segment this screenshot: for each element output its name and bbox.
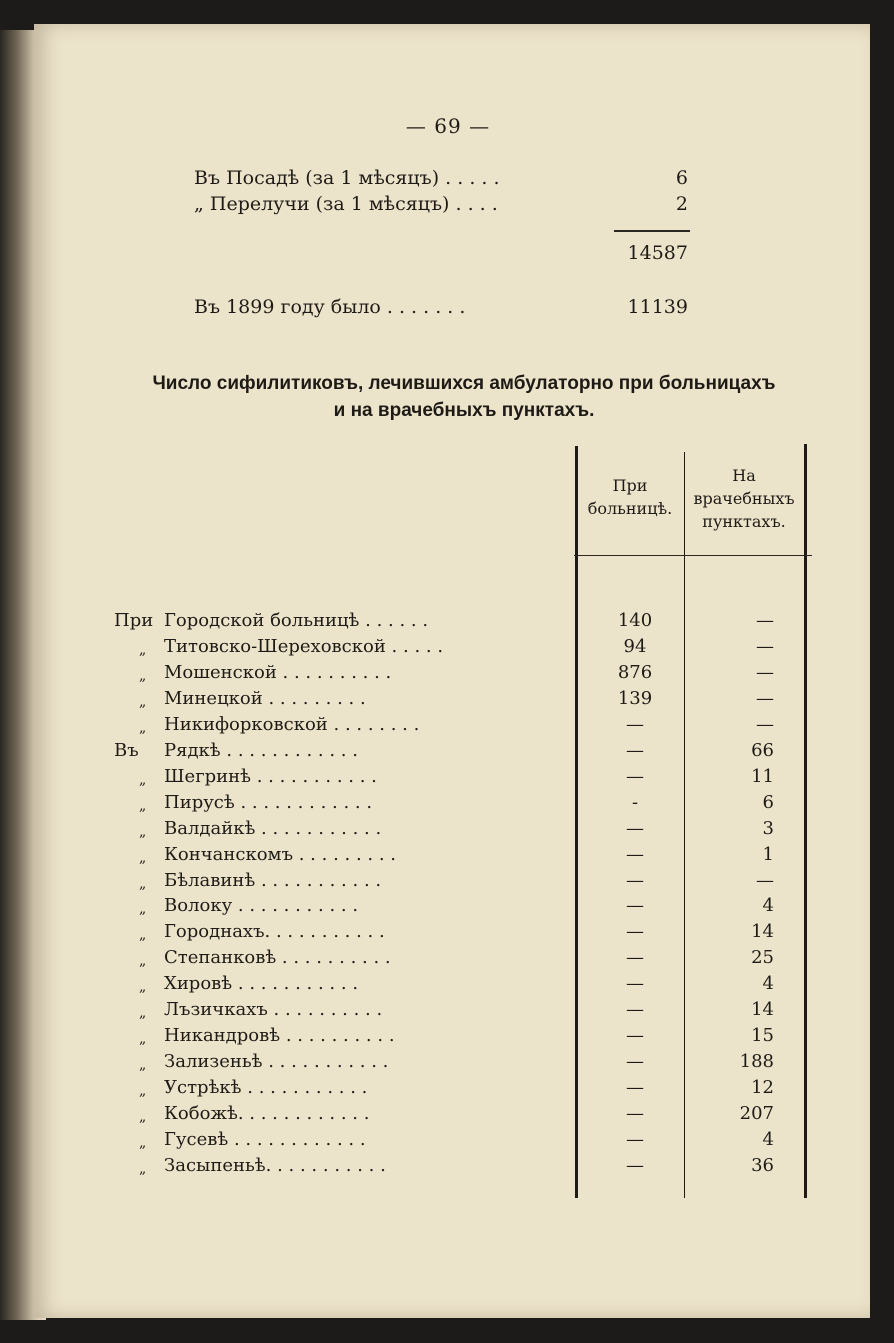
row-hospital-value: — bbox=[626, 895, 644, 917]
row-medical-point-value: 1 bbox=[762, 843, 774, 865]
row-medical-point-value: — bbox=[756, 610, 774, 631]
table-row bbox=[114, 818, 814, 844]
table-row bbox=[114, 636, 814, 662]
row-name: Кончанскомъ . . . . . . . . . bbox=[164, 843, 397, 865]
row-medical-point-value: — bbox=[756, 713, 774, 735]
table-row bbox=[114, 999, 814, 1025]
row-name: Кобожѣ. . . . . . . . . . . . bbox=[164, 1103, 370, 1125]
row-hospital-value: 139 bbox=[617, 687, 653, 709]
row-medical-point-value: 15 bbox=[751, 1025, 774, 1047]
top-line-label: „ Перелучи (за 1 мѣсяцъ) . . . . bbox=[194, 193, 498, 215]
row-medical-point-value: 25 bbox=[751, 947, 774, 969]
row-prefix: „ bbox=[139, 823, 147, 840]
top-line-value: 6 bbox=[675, 167, 688, 189]
row-hospital-value: — bbox=[626, 843, 644, 865]
row-name: Лъзичкахъ . . . . . . . . . . bbox=[164, 999, 383, 1021]
sum-rule bbox=[614, 230, 690, 232]
row-name: Зализеньѣ . . . . . . . . . . . bbox=[164, 1051, 389, 1073]
row-hospital-value: — bbox=[626, 817, 644, 839]
row-prefix: „ bbox=[139, 1109, 147, 1126]
row-hospital-value: — bbox=[626, 921, 644, 943]
row-prefix: „ bbox=[139, 901, 147, 918]
top-line bbox=[194, 167, 694, 193]
row-prefix: „ bbox=[139, 979, 147, 996]
year-line-label: Въ 1899 году было . . . . . . . bbox=[194, 296, 466, 318]
table-row bbox=[114, 1129, 814, 1155]
row-name: Засыпеньѣ. . . . . . . . . . . bbox=[164, 1154, 386, 1176]
row-hospital-value: — bbox=[626, 1103, 644, 1125]
row-prefix: „ bbox=[139, 667, 147, 684]
row-medical-point-value: 4 bbox=[762, 973, 774, 995]
row-hospital-value: — bbox=[626, 973, 644, 995]
row-hospital-value: — bbox=[626, 1077, 644, 1099]
year-line bbox=[194, 296, 694, 322]
row-medical-point-value: 188 bbox=[739, 1051, 774, 1073]
bleed-through bbox=[304, 494, 319, 524]
row-name: Степанковѣ . . . . . . . . . . bbox=[164, 947, 391, 969]
table-row bbox=[114, 662, 814, 688]
row-name: Городской больницѣ . . . . . . bbox=[164, 610, 429, 631]
total-value: 14587 bbox=[627, 242, 688, 264]
row-prefix: „ bbox=[139, 875, 147, 892]
table-heading bbox=[74, 370, 854, 424]
row-medical-point-value: — bbox=[756, 635, 774, 657]
row-hospital-value: — bbox=[626, 1154, 644, 1176]
heading-line-2: и на врачебныхъ пунктахъ. bbox=[333, 400, 595, 421]
row-name: Никифорковской . . . . . . . . bbox=[164, 713, 420, 735]
row-medical-point-value: 66 bbox=[751, 739, 774, 761]
row-hospital-value: — bbox=[626, 869, 644, 891]
row-name: Мошенской . . . . . . . . . . bbox=[164, 661, 392, 683]
row-medical-point-value: 4 bbox=[762, 895, 774, 917]
row-hospital-value: 94 bbox=[623, 635, 647, 657]
row-medical-point-value: 14 bbox=[751, 921, 774, 943]
row-prefix: „ bbox=[139, 849, 147, 866]
row-name: Рядкѣ . . . . . . . . . . . . bbox=[164, 739, 358, 761]
top-line-value: 2 bbox=[675, 193, 688, 215]
row-prefix: „ bbox=[139, 953, 147, 970]
row-medical-point-value: 14 bbox=[751, 999, 774, 1021]
table-row bbox=[114, 895, 814, 921]
table-row bbox=[114, 740, 814, 766]
row-prefix: „ bbox=[139, 1083, 147, 1100]
row-hospital-value: - bbox=[631, 791, 639, 813]
row-prefix: „ bbox=[139, 771, 147, 788]
column-header-medical-points: На врачебныхъ пунктахъ. bbox=[693, 466, 795, 531]
row-prefix: „ bbox=[139, 1160, 147, 1177]
row-name: Шегринѣ . . . . . . . . . . . bbox=[164, 765, 377, 787]
column-header-hospital: При больницѣ. bbox=[587, 476, 673, 518]
row-medical-point-value: — bbox=[756, 661, 774, 683]
row-prefix: „ bbox=[139, 641, 147, 658]
table-row bbox=[114, 870, 814, 896]
table-row bbox=[114, 688, 814, 714]
row-medical-point-value: 3 bbox=[762, 817, 774, 839]
row-name: Валдайкѣ . . . . . . . . . . . bbox=[164, 817, 382, 839]
table-row bbox=[114, 792, 814, 818]
row-prefix: „ bbox=[139, 1057, 147, 1074]
row-prefix: При bbox=[114, 610, 154, 631]
row-name: Минецкой . . . . . . . . . bbox=[164, 687, 366, 709]
year-line-value: 11139 bbox=[627, 296, 688, 318]
row-medical-point-value: 36 bbox=[751, 1154, 774, 1176]
row-prefix: Въ bbox=[114, 739, 139, 761]
row-medical-point-value: 4 bbox=[762, 1129, 774, 1150]
row-medical-point-value: — bbox=[756, 687, 774, 709]
book-page bbox=[34, 24, 870, 1318]
table-row bbox=[114, 1155, 814, 1181]
table-row bbox=[114, 1103, 814, 1129]
row-name: Титовско-Шереховской . . . . . bbox=[164, 635, 444, 657]
row-name: Гусевѣ . . . . . . . . . . . . bbox=[164, 1129, 366, 1150]
table-row bbox=[114, 1077, 814, 1103]
table-row bbox=[114, 714, 814, 740]
header-rule bbox=[574, 555, 812, 556]
row-name: Волоку . . . . . . . . . . . bbox=[164, 895, 359, 917]
table-row bbox=[114, 947, 814, 973]
row-medical-point-value: 11 bbox=[751, 765, 774, 787]
row-prefix: „ bbox=[139, 1031, 147, 1048]
row-prefix: „ bbox=[139, 719, 147, 736]
row-hospital-value: — bbox=[626, 999, 644, 1021]
row-hospital-value: — bbox=[626, 1025, 644, 1047]
row-prefix: „ bbox=[139, 797, 147, 814]
row-hospital-value: 876 bbox=[617, 661, 653, 683]
row-medical-point-value: 6 bbox=[762, 791, 774, 813]
row-hospital-value: — bbox=[626, 765, 644, 787]
row-hospital-value: 140 bbox=[617, 610, 653, 631]
total-line bbox=[194, 242, 694, 268]
table-row bbox=[114, 610, 814, 636]
row-hospital-value: — bbox=[626, 947, 644, 969]
row-hospital-value: — bbox=[626, 713, 644, 735]
row-prefix: „ bbox=[139, 1135, 147, 1151]
page-number: — 69 — bbox=[405, 114, 491, 138]
top-line bbox=[194, 193, 694, 219]
row-medical-point-value: — bbox=[756, 869, 774, 891]
row-hospital-value: — bbox=[626, 1051, 644, 1073]
row-name: Бѣлавинѣ . . . . . . . . . . . bbox=[164, 869, 382, 891]
row-name: Пирусѣ . . . . . . . . . . . . bbox=[164, 791, 373, 813]
row-hospital-value: — bbox=[626, 1129, 644, 1150]
row-name: Устрѣкѣ . . . . . . . . . . . bbox=[164, 1077, 368, 1099]
row-medical-point-value: 207 bbox=[739, 1103, 774, 1125]
table-row bbox=[114, 844, 814, 870]
heading-line-1: Число сифилитиковъ, лечившихся амбулаторно при больницахъ bbox=[152, 373, 776, 394]
table-row bbox=[114, 1025, 814, 1051]
row-prefix: „ bbox=[139, 693, 147, 710]
row-name: Хировѣ . . . . . . . . . . . bbox=[164, 973, 359, 995]
row-hospital-value: — bbox=[626, 739, 644, 761]
top-line-label: Въ Посадѣ (за 1 мѣсяцъ) . . . . . bbox=[194, 167, 500, 189]
row-medical-point-value: 12 bbox=[751, 1077, 774, 1099]
row-name: Никандровѣ . . . . . . . . . . bbox=[164, 1025, 395, 1047]
row-prefix: „ bbox=[139, 1005, 147, 1022]
table-row bbox=[114, 766, 814, 792]
row-name: Городнахъ. . . . . . . . . . . bbox=[164, 921, 385, 943]
table-row bbox=[114, 973, 814, 999]
row-prefix: „ bbox=[139, 927, 147, 944]
table-row bbox=[114, 921, 814, 947]
table-row bbox=[114, 1051, 814, 1077]
